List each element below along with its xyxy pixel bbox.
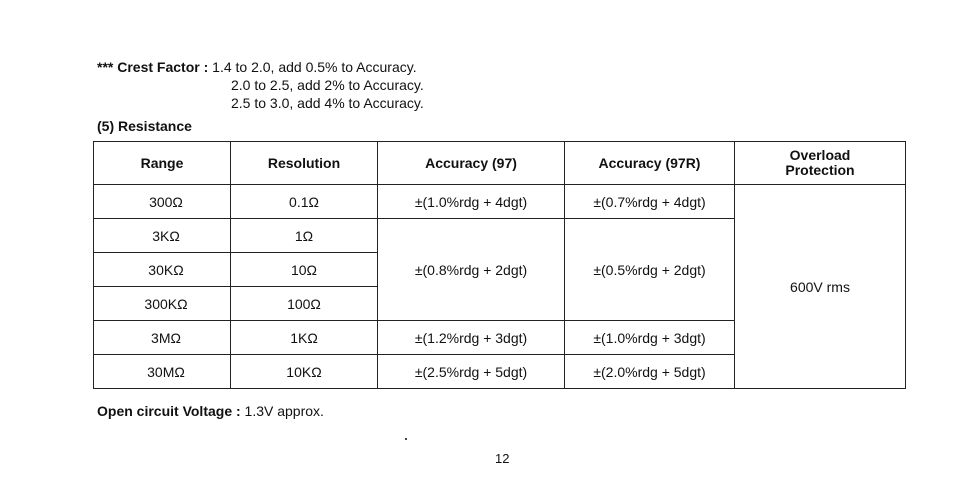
header-overload-line-2: Protection bbox=[785, 162, 855, 178]
open-circuit-voltage-note bbox=[97, 403, 324, 419]
accuracy-97r-cell: ±(0.7%rdg + 4dgt) bbox=[565, 185, 735, 219]
table-header-row bbox=[94, 142, 906, 185]
range-cell: 300Ω bbox=[94, 185, 231, 219]
header-range: Range bbox=[94, 142, 231, 185]
open-circuit-value: 1.3V approx. bbox=[244, 403, 324, 419]
header-overload-protection bbox=[735, 142, 906, 185]
header-overload-line-1: Overload bbox=[789, 147, 851, 163]
range-cell: 30KΩ bbox=[94, 253, 231, 287]
accuracy-97-cell: ±(1.0%rdg + 4dgt) bbox=[378, 185, 565, 219]
crest-factor-block bbox=[97, 58, 424, 112]
crest-factor-line-3 bbox=[97, 94, 424, 112]
crest-factor-text-1: 1.4 to 2.0, add 0.5% to Accuracy. bbox=[212, 59, 417, 75]
overload-value-cell: 600V rms bbox=[735, 185, 906, 389]
crest-factor-label: *** Crest Factor : bbox=[97, 59, 209, 75]
accuracy-97-cell: ±(1.2%rdg + 3dgt) bbox=[378, 321, 565, 355]
accuracy-97-merged-cell: ±(0.8%rdg + 2dgt) bbox=[378, 219, 565, 321]
crest-factor-text-3: 2.5 to 3.0, add 4% to Accuracy. bbox=[231, 95, 424, 111]
accuracy-97-cell: ±(2.5%rdg + 5dgt) bbox=[378, 355, 565, 389]
resolution-cell: 10KΩ bbox=[231, 355, 378, 389]
open-circuit-label: Open circuit Voltage : bbox=[97, 403, 241, 419]
accuracy-97r-merged-cell: ±(0.5%rdg + 2dgt) bbox=[565, 219, 735, 321]
crest-factor-text-2: 2.0 to 2.5, add 2% to Accuracy. bbox=[231, 77, 424, 93]
range-cell: 3KΩ bbox=[94, 219, 231, 253]
crest-factor-line-2 bbox=[97, 76, 424, 94]
resolution-cell: 1Ω bbox=[231, 219, 378, 253]
header-accuracy-97: Accuracy (97) bbox=[378, 142, 565, 185]
range-cell: 300KΩ bbox=[94, 287, 231, 321]
resistance-table bbox=[93, 141, 906, 389]
resolution-cell: 0.1Ω bbox=[231, 185, 378, 219]
page-number: 12 bbox=[495, 451, 510, 466]
table-row bbox=[94, 185, 906, 219]
header-resolution: Resolution bbox=[231, 142, 378, 185]
resolution-cell: 100Ω bbox=[231, 287, 378, 321]
header-accuracy-97r: Accuracy (97R) bbox=[565, 142, 735, 185]
stray-dot bbox=[405, 438, 407, 440]
crest-factor-line-1 bbox=[97, 58, 424, 76]
accuracy-97r-cell: ±(1.0%rdg + 3dgt) bbox=[565, 321, 735, 355]
range-cell: 30MΩ bbox=[94, 355, 231, 389]
resolution-cell: 1KΩ bbox=[231, 321, 378, 355]
range-cell: 3MΩ bbox=[94, 321, 231, 355]
resolution-cell: 10Ω bbox=[231, 253, 378, 287]
accuracy-97r-cell: ±(2.0%rdg + 5dgt) bbox=[565, 355, 735, 389]
section-title: (5) Resistance bbox=[97, 118, 192, 134]
